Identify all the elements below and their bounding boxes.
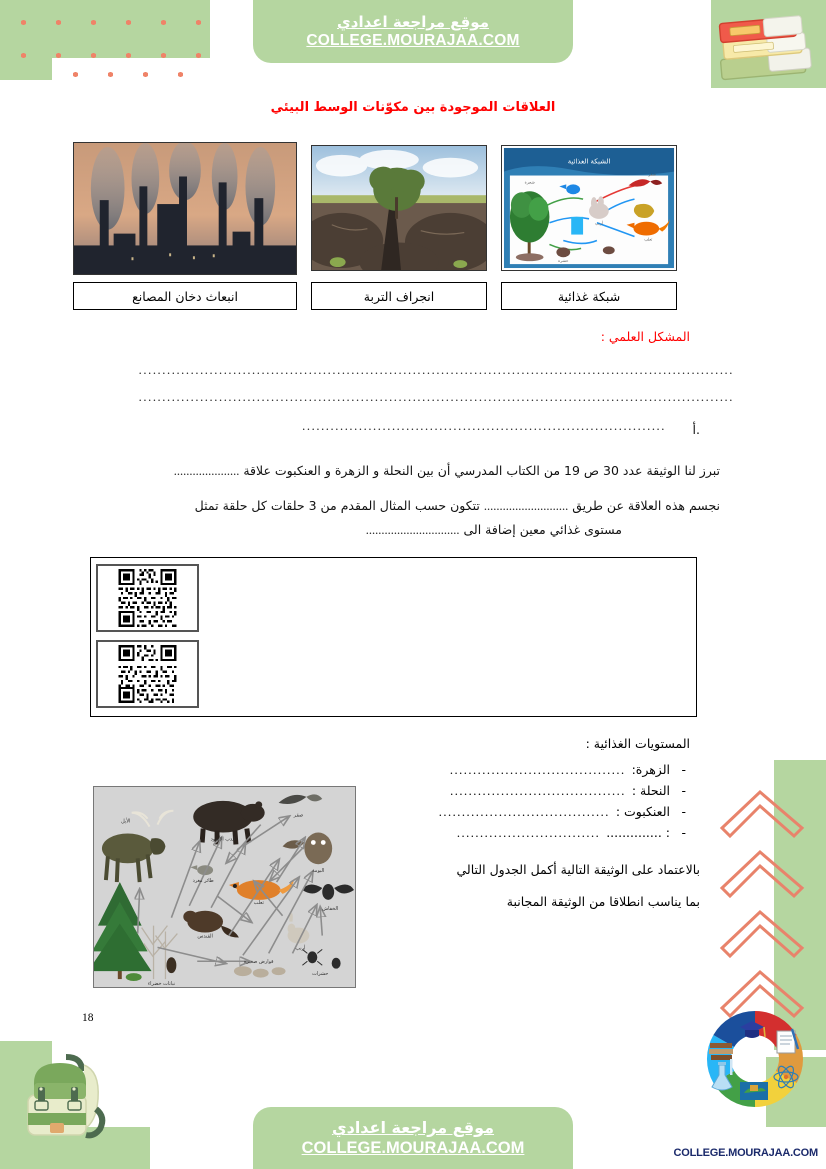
svg-text:صقر: صقر — [648, 171, 657, 177]
svg-text:صقر: صقر — [293, 812, 304, 819]
scientific-problem-label: المشكل العلمي : — [600, 329, 690, 344]
header-site-name-arabic: موقع مراجعة اعدادي — [337, 13, 489, 31]
qr-code-bottom[interactable] — [96, 640, 199, 708]
qr-code-bottom-pattern — [101, 645, 194, 703]
soil-erosion-photo — [311, 145, 487, 271]
paragraph-relationship — [135, 497, 720, 516]
chevron-icon-3 — [716, 902, 808, 966]
svg-text:ثعلب: ثعلب — [253, 899, 264, 906]
trophic-levels-list — [426, 762, 686, 846]
answer-line-1[interactable]: .............................................................................................................................. — [138, 363, 734, 377]
education-donut-logo — [690, 1003, 820, 1121]
instruction-line-2: بما يناسب انطلاقا من الوثيقة المجانبة — [506, 894, 700, 909]
list-item-bee-label: النحلة : — [631, 783, 670, 798]
list-item-flower — [426, 762, 686, 783]
svg-text:الخفاش: الخفاش — [322, 905, 339, 912]
list-item-blank — [426, 825, 686, 846]
food-web-diagram-photo — [501, 145, 677, 271]
logo-url-text: COLLEGE.MOURAJAA.COM — [673, 1147, 818, 1159]
bullet-dash-1: - — [681, 762, 686, 777]
header-site-url: COLLEGE.MOURAJAA.COM — [306, 32, 520, 49]
chevron-icon-2 — [716, 842, 808, 906]
paragraph-line1-dots[interactable]: ..................... — [173, 464, 240, 478]
caption-factory-smoke: انبعاث دخان المصانع — [73, 282, 297, 310]
svg-text:حشرة: حشرة — [558, 258, 569, 264]
caption-soil-erosion: انجراف التربة — [311, 282, 487, 310]
paragraph-line2-text-b: تتكون حسب المثال المقدم من 3 حلقات كل حلقة تمثل — [194, 498, 480, 513]
answer-line-3[interactable]: ............................................................................. — [302, 419, 666, 433]
backpack-icon — [14, 1043, 118, 1147]
svg-text:طائر مغرد: طائر مغرد — [192, 878, 214, 885]
list-item-flower-dots[interactable]: ...................................... — [449, 763, 626, 777]
caption-food-web: شبكة غذائية — [501, 282, 677, 310]
header-banner — [253, 0, 573, 63]
bullet-dash-2: - — [681, 783, 686, 798]
food-web-illustration — [93, 786, 356, 988]
qr-code-top-pattern — [101, 569, 194, 627]
list-item-flower-label: الزهرة: — [631, 762, 670, 777]
paragraph-line3-text: مستوى غذائي معين إضافة الى — [463, 522, 622, 537]
svg-text:نباتات خضراء: نباتات خضراء — [147, 981, 176, 987]
paragraph-line2-text-a: نجسم هذه العلاقة عن طريق — [572, 498, 720, 513]
page-title: العلاقات الموجودة بين مكوّنات الوسط البيئي — [270, 100, 556, 115]
answer-line-2[interactable]: .............................................................................................................................. — [138, 390, 734, 404]
paragraph-line2-dots[interactable]: ........................... — [483, 499, 569, 513]
instruction-line-1: بالاعتماد على الوثيقة التالية أكمل الجدول التالي — [456, 862, 700, 877]
svg-text:القندس: القندس — [197, 933, 213, 940]
svg-text:الأيل: الأيل — [121, 818, 131, 825]
footer-site-name-arabic: موقع مراجعة اعدادي — [331, 1118, 495, 1137]
list-item-spider-dots[interactable]: ..................................... — [438, 805, 610, 819]
svg-text:أرنب: أرنب — [594, 220, 603, 226]
list-item-blank-label[interactable]: : .............. — [606, 825, 670, 840]
qr-codes-box — [90, 557, 697, 717]
chevron-icon-1 — [716, 782, 808, 846]
list-item-blank-dots[interactable]: ............................... — [456, 826, 601, 840]
svg-text:قوارض صغيرة: قوارض صغيرة — [243, 959, 274, 966]
svg-text:الدب الأسود: الدب الأسود — [210, 836, 236, 843]
qr-code-top[interactable] — [96, 564, 199, 632]
svg-text:الشبكة الغذائية: الشبكة الغذائية — [567, 157, 611, 166]
list-item-bee — [426, 783, 686, 804]
factory-smoke-photo — [73, 142, 297, 275]
books-stack-icon — [708, 14, 818, 92]
paragraph-trophic-level — [132, 521, 622, 540]
paragraph-document-reference — [135, 462, 720, 481]
figure-captions-row — [73, 282, 677, 310]
list-item-spider-label: العنكبوت : — [615, 804, 670, 819]
question-marker-a: .أ — [692, 422, 700, 437]
footer-site-url: COLLEGE.MOURAJAA.COM — [301, 1139, 525, 1157]
svg-text:ثعلب: ثعلب — [644, 236, 653, 242]
list-item-spider — [426, 804, 686, 825]
page-number: 18 — [82, 1012, 94, 1024]
paragraph-line3-dots[interactable]: .............................. — [365, 523, 460, 537]
top-left-dot-pattern-row — [52, 58, 212, 80]
trophic-levels-title: المستويات الغذائية : — [585, 736, 690, 751]
svg-text:شجرة: شجرة — [524, 179, 535, 185]
bullet-dash-4: - — [681, 825, 686, 840]
top-left-dot-pattern — [0, 0, 210, 58]
svg-text:البومة: البومة — [312, 868, 325, 875]
paragraph-line1-text: تبرز لنا الوثيقة عدد 30 ص 19 من الكتاب المدرسي أن بين النحلة و الزهرة و العنكبوت علاقة — [243, 463, 720, 478]
footer-banner — [253, 1107, 573, 1169]
svg-text:حشرات: حشرات — [312, 971, 329, 978]
figures-row — [73, 142, 677, 275]
svg-text:أرنب: أرنب — [295, 945, 306, 952]
list-item-bee-dots[interactable]: ...................................... — [450, 784, 626, 798]
bullet-dash-3: - — [681, 804, 686, 819]
